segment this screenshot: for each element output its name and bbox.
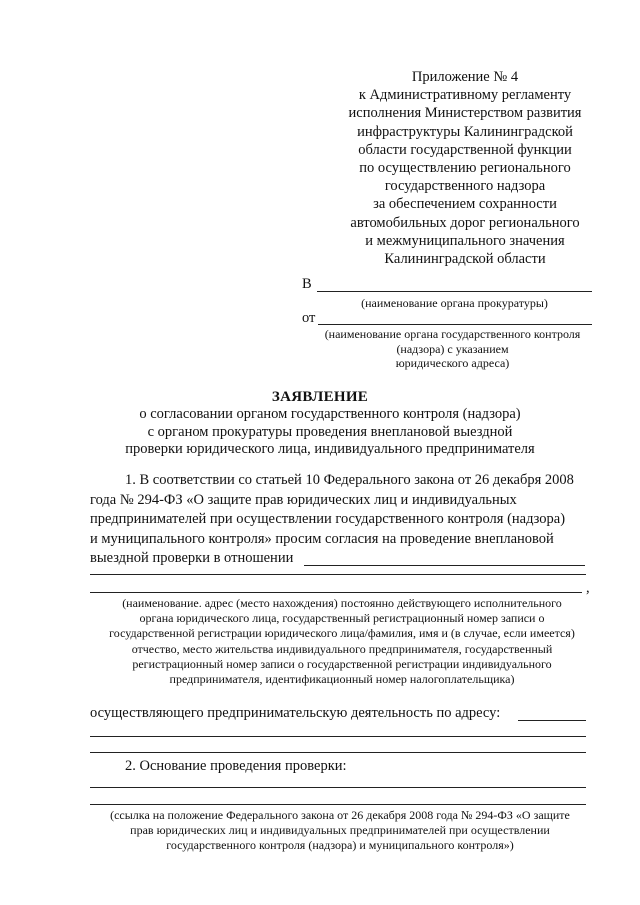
section1-line: и муниципального контроля» просим согласия на проведение внеплановой (90, 530, 554, 547)
section1-line: выездной проверки в отношении (90, 550, 294, 567)
appendix-block (300, 68, 630, 268)
appendix-line: инфраструктуры Калининградской (357, 123, 573, 140)
subject-caption-line: предпринимателя, идентификационный номер налогоплательщика) (169, 672, 515, 687)
appendix-line: за обеспечением сохранности (373, 196, 557, 213)
comma: , (586, 580, 590, 596)
subject-field-line-3[interactable] (90, 592, 582, 593)
appendix-line: к Административному регламенту (358, 87, 572, 104)
subject-caption-line: государственной регистрации юридического лица/фамилия, имя и (в случае, если имеется) (109, 626, 575, 641)
basis-field-line-1[interactable] (90, 787, 586, 788)
basis-caption (70, 808, 610, 854)
appendix-line: Приложение № 4 (411, 69, 519, 85)
subtitle-line: проверки юридического лица, индивидуального предпринимателя (125, 441, 535, 457)
activity-address-label: осуществляющего предпринимательскую деятельность по адресу: (90, 705, 501, 721)
control-body-field-line[interactable] (318, 324, 592, 325)
document-subtitle (60, 406, 600, 459)
appendix-line: государственного надзора (384, 178, 546, 195)
appendix-line: области государственной функции (358, 141, 572, 158)
subject-caption-line: регистрационный номер записи о государственной регистрации индивидуального (132, 656, 552, 671)
section1-line: года № 294-ФЗ «О защите прав юридических лиц и индивидуальных (90, 491, 517, 508)
subject-field-line-2[interactable] (90, 574, 586, 575)
subject-caption-line: (наименование. адрес (место нахождения) постоянно действующего исполнительного (122, 596, 562, 610)
section2-label: 2. Основание проведения проверки: (125, 758, 347, 774)
basis-field-line-2[interactable] (90, 804, 586, 805)
to-caption: (наименование органа прокуратуры) (361, 296, 548, 310)
appendix-line: автомобильных дорог регионального (350, 214, 580, 231)
activity-address-line-1[interactable] (518, 720, 586, 721)
basis-caption-line: государственного контроля (надзора) и муниципального контроля») (166, 838, 514, 853)
section1-line: 1. В соответствии со статьей 10 Федерального закона от 26 декабря 2008 (125, 472, 574, 488)
appendix-line: Калининградской области (384, 251, 546, 268)
basis-caption-line: (ссылка на положение Федерального закона от 26 декабря 2008 года № 294-ФЗ «О защите (110, 808, 570, 822)
subject-caption (80, 596, 604, 687)
appendix-line: и межмуниципального значения (365, 232, 565, 249)
from-caption-line: (наименование органа государственного контроля (324, 327, 581, 341)
subtitle-line: с органом прокуратуры проведения внеплановой выездной (147, 423, 513, 440)
activity-address-line-3[interactable] (90, 752, 586, 753)
appendix-line: исполнения Министерством развития (348, 105, 582, 122)
subject-caption-line: органа юридического лица, государственный регистрационный номер записи о (139, 611, 545, 626)
activity-address-line-2[interactable] (90, 736, 586, 737)
from-prefix: от (302, 310, 316, 326)
prosecutor-field-line[interactable] (317, 291, 592, 292)
to-prefix: В (302, 276, 312, 292)
section1-line: предпринимателей при осуществлении государственного контроля (надзора) (90, 511, 566, 528)
from-caption-line: юридического адреса) (395, 356, 510, 370)
subject-caption-line: отчество, место жительства индивидуального предпринимателя, государственный (131, 641, 553, 656)
from-caption (300, 327, 605, 371)
section1-text (90, 471, 592, 569)
from-caption-line: (надзора) с указанием (396, 341, 509, 356)
subject-field-line-1[interactable] (304, 565, 585, 566)
document-title: ЗАЯВЛЕНИЕ (271, 389, 369, 405)
appendix-line: по осуществлению регионального (359, 160, 571, 177)
basis-caption-line: прав юридических лиц и индивидуальных предпринимателей при осуществлении (130, 823, 550, 838)
subtitle-line: о согласовании органом государственного контроля (надзора) (139, 406, 521, 422)
